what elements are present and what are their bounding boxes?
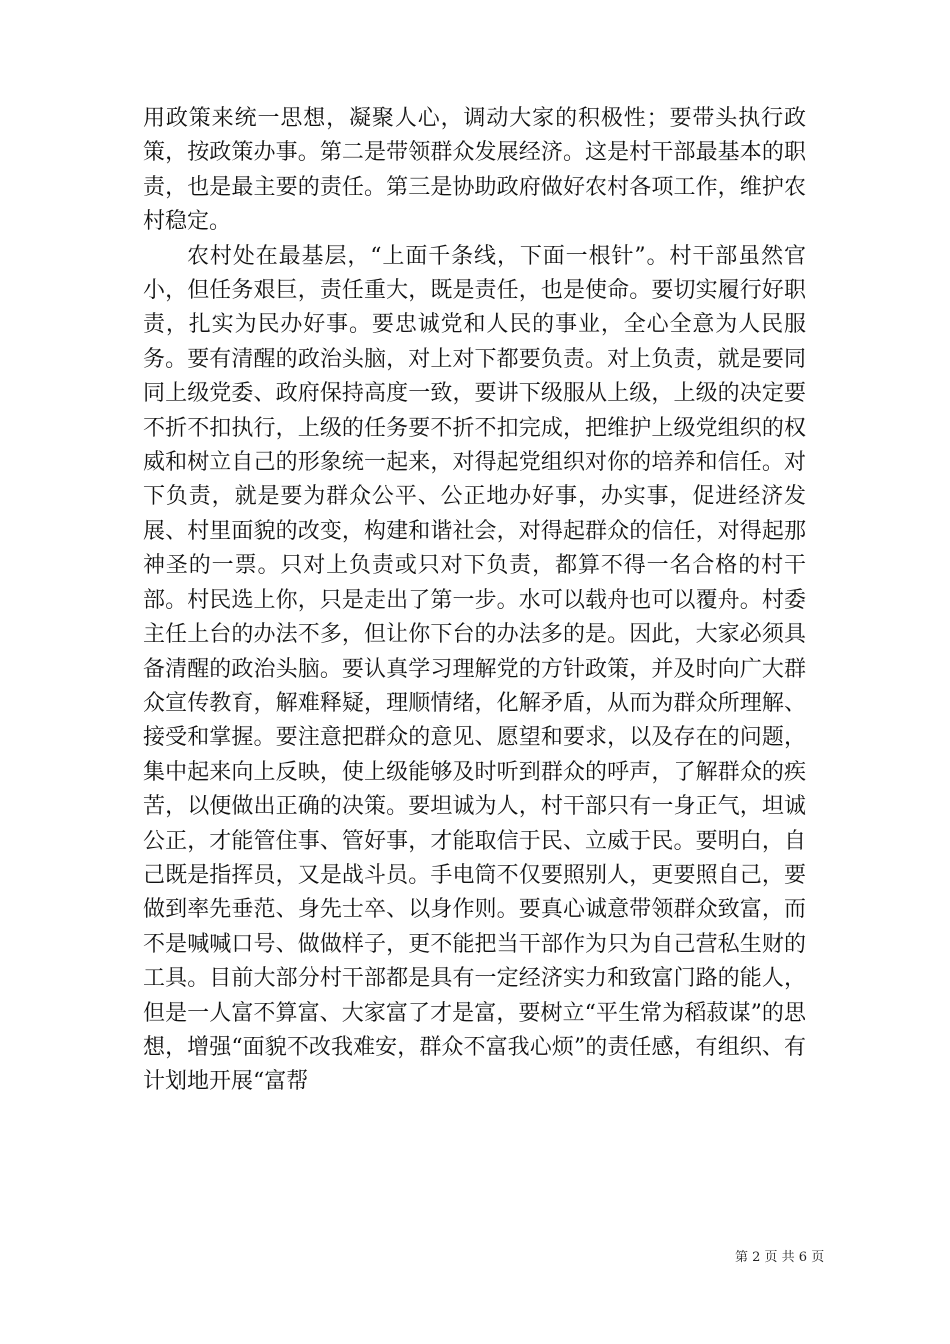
paragraph-2: 农村处在最基层，“上面千条线，下面一根针”。村干部虽然官小，但任务艰巨，责任重大，既是责任，也是使命。要切实履行好职责，扎实为民办好事。要忠诚党和人民的事业，全心全意为人民服务。要有清醒的政治头脑，对上对下都要负责。对上负责，就是要同同上级党委、政府保持高度一致，要讲下级服从上级，上级的决定要不折不扣执行，上级的任务要不折不扣完成，把维护上级党组织的权威和树立自己的形象统一起来，对得起党组织对你的培养和信任。对下负责，就是要为群众公平、公正地办好事，办实事，促进经济发展、村里面貌的改变，构建和谐社会，对得起群众的信任，对得起那神圣的一票。只对上负责或只对下负责，都算不得一名合格的村干部。村民选上你，只是走出了第一步。水可以载舟也可以覆舟。村委主任上台的办法不多，但让你下台的办法多的是。因此，大家必须具备清醒的政治头脑。要认真学习理解党的方针政策，并及时向广大群众宣传教育，解难释疑，理顺情绪，化解矛盾，从而为群众所理解、接受和掌握。要注意把群众的意见、愿望和要求，以及存在的问题，集中起来向上反映，使上级能够及时听到群众的呼声，了解群众的疾苦，以便做出正确的决策。要坦诚为人，村干部只有一身正气，坦诚公正，才能管住事、管好事，才能取信于民、立威于民。要明白，自己既是指挥员，又是战斗员。手电筒不仅要照别人，更要照自己，要做到率先垂范、身先士卒、以身作则。要真心诚意带领群众致富，而不是喊喊口号、做做样子，更不能把当干部作为只为自己营私生财的工具。目前大部分村干部都是具有一定经济实力和致富门路的能人，但是一人富不算富、大家富了才是富，要树立“平生常为稻菽谋”的思想，增强“面貌不改我难安，群众不富我心烦”的责任感，有组织、有计划地开展“富帮 bbox=[143, 243, 806, 1095]
document-body bbox=[143, 102, 806, 1100]
paragraph-1: 用政策来统一思想，凝聚人心，调动大家的积极性；要带头执行政策，按政策办事。第二是带领群众发展经济。这是村干部最基本的职责，也是最主要的责任。第三是协助政府做好农村各项工作，维护农村稳定。 bbox=[143, 106, 806, 235]
page-number-footer: 第 2 页 共 6 页 bbox=[735, 1250, 825, 1265]
